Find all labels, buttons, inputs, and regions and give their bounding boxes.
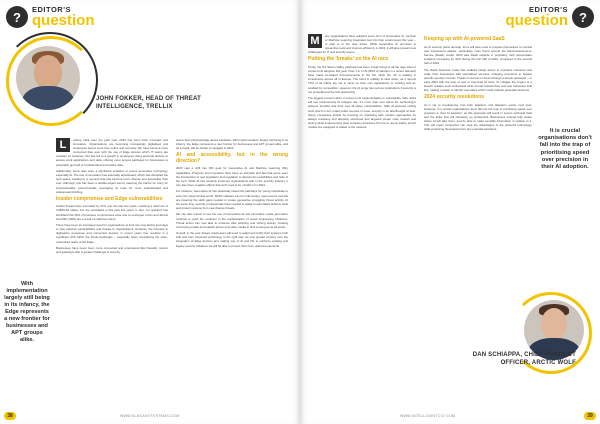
paragraph: The biggest concern when it comes to AI implementation is vulnerability risks. 2024 will see cybersecurity AI budgets rise. It's more than ever about the technology's defence benefits and their new AI-native vulnerabilities. With AI-powered coding tools which in turn make public sources of code, security is an afterthought at best. Savvy companies should be focusing on practising safe modern approaches by always reviewing and adopting structured and targeted proper code reviews and testing while implementing clear company-structures for how to use AI safely, and AI models are equipped or added to the network. bbox=[308, 96, 416, 129]
article-column-2 bbox=[424, 34, 532, 134]
author-byline: DAN SCHIAPPA, CHIEF PRODUCT OFFICER, ARCTIC WOLF bbox=[472, 352, 576, 366]
paragraph: teams than physical Edge device hardware. With implementation largely still being in its infancy, the Edge represents a new frontier for businesses and APT groups alike, and as a result, will be harder to navigate in 2024. bbox=[176, 138, 288, 151]
author-portrait bbox=[524, 300, 584, 360]
paragraph: 2023 saw a shift into fifth gear for Generative AI and Machine Learning (ML) capabilities. Progress and innovation have been so dramatic and fast that we've seen the introduction of new legislation and regulation to discuss the possibilities and risks of the tech. While AI has certainly improved organisations with in the security industry, it can also have negative effects that we'll need to be mindful of in 2024. bbox=[176, 166, 288, 187]
right-page bbox=[300, 0, 600, 424]
badge-bottom-text: question bbox=[505, 11, 568, 29]
footer-url: WWW.INTELLIGENTCIO.COM bbox=[400, 414, 456, 418]
pull-quote: With implementation largely still being in its infancy, the Edge represents a new frontier for businesses and APT groups alike. bbox=[4, 280, 50, 343]
editors-question-badge bbox=[506, 6, 595, 28]
section-heading: AI and accessibility, but in the wrong direction? bbox=[176, 152, 288, 164]
section-heading: 2024 security resolutions bbox=[424, 94, 485, 101]
footer-url: WWW.ELEGANTSYSTEMS.COM bbox=[120, 414, 180, 418]
paragraph: any organisations have adopted some form of Generative AI, via their or Machine Learning integrated tool into their environment this year – or plan to in the near future. While Generative AI promises to streamline tools and improve efficiency in 2024, it will also present new challenges for IT and security teams. bbox=[308, 34, 416, 55]
author-byline: JOHN FOKKER, HEAD OF THREAT INTELLIGENCE, TRELLIX bbox=[96, 96, 201, 110]
article-column-2 bbox=[176, 138, 288, 257]
dropcap: M bbox=[308, 34, 322, 48]
pull-quote: It is crucial organisations don't fall into the trap of prioritising speed over precision in their AI adoption. bbox=[538, 128, 592, 171]
paragraph: There have been an increased need for organisations to look into new tactics and ways to play external vulnerabilities and threats to organisations. However, the increase in digitisation processes and connected devices in recent years has resulted in a significant shift within the threat landscape – especially when considering the often-overlooked realm of the Edge. bbox=[56, 223, 168, 244]
page-number: 39 bbox=[584, 412, 596, 420]
paragraph: The RaaS business model has enabled cheap actors to monetise intrusions and scale their businesses with specialised services, charging premiums to bypass specific security controls. Thanks to access to these through a simple password – or easy 2024 with the help of new or improved AI tools. To mitigate the impact of a breach, leaders must understand what normal network flow, and user behaviour look like, making it easier to identify anomalies which could indicate potential intrusions. bbox=[424, 67, 532, 93]
paragraph: Additionally, we've also seen a significant evolution in recent generative technology, especially AI. The use of innovation has assuredly accelerated, which has disrupted the tech space, leading to a moment that has become more diverse and accessible than ever. Although, this has been a double-edged sword, lowering the barrier for entry for impressionable cybercriminals, leveraging AI tools for more sophisticated and widespread phishing. bbox=[56, 169, 168, 194]
paragraph: For instance, Generative AI has drastically raised the pathways for young individuals to enter the cybercriminal world. Whilst malware can be rudimentary, open-source tool-kits are lowering the skills gaps needed to create generative smuggling threat activity. At the same time, security professionals have needed to adapt to automated defence tools and protect systems from new diverse threats. bbox=[176, 189, 288, 210]
dropcap: L bbox=[56, 138, 70, 152]
page-number: 38 bbox=[4, 412, 16, 420]
badge-top-text: EDITOR'S bbox=[32, 5, 71, 15]
author-portrait bbox=[16, 46, 80, 110]
paragraph: Firstly, the US Silicon Valley playbook has been: break things is all the rage when it comes to AI adoption this year. Over 1 in 4 US (fifths of startups in a recent Harvard) have made AI-related announcements in the US, while the UK is leading in investments across all of Europe. The trend is unlikely to slow down, as it reports 74% of all CEOs are set to ramp up their own applications to existing and AI-enabled by competition. However, the AI surge has serious implications if security is not embedded at the first opportunity. bbox=[308, 65, 416, 94]
paragraph: Businesses have never been more connected and empowered like firewalls, routers and gateways offer a greater challenge to security. bbox=[56, 246, 168, 255]
question-mark-icon: ? bbox=[6, 6, 28, 28]
article-column-1 bbox=[308, 34, 416, 134]
badge-bottom-text: question bbox=[32, 11, 95, 29]
article-column-1 bbox=[56, 138, 168, 257]
paragraph: As AI security plans develop, firms will also need to prepare themselves to combat new AI-powered attacks, particularly ones found around the Ransomware-as-a-Service (RaaS) model. 2023 saw RaaS explode in popularity, with ransomware incidents increasing by 44% during the first half of 2023, compared to the second half of 2022. bbox=[424, 44, 532, 65]
paragraph: We can also expect to see the use of Generative AI and innovative media generation continue to push the evolution in the sophistication of social engineering initiatives. Threat actors can now able to enhance their phishing and vishing activity, creating convincing emails and realistic phone and video media to trick employees at all levels. bbox=[176, 212, 288, 229]
section-heading: Insider compromise and Edge vulnerabilities bbox=[56, 195, 163, 202]
badge-top-text: EDITOR'S bbox=[529, 5, 568, 15]
question-mark-icon: ? bbox=[572, 6, 594, 28]
paragraph: ooking back over the past year, 2023 has been both uncertain and innovative. Organisations are becoming increasingly digitalised and employees spend more time online and remotely. We have become more connected than ever with the use of Edge devices which IT teams are unaware of. However, this has led to a growth in employees using personal devices to access work applications and data, offering more access pathways for businesses to potentially get hold of confidential and sensitive data. bbox=[56, 138, 168, 167]
section-heading: Keeping up with AI-powered SaaS bbox=[424, 36, 505, 42]
paragraph: Insider threats have increased by 47% over the last two years, reaching a total loss of US$15.38 million. For the uninitiated in this past five years, in fact, our research has identified that 45% of business compromises arise due to employee errors and almost two-fifths (39%) are a result of malicious intent. bbox=[56, 204, 168, 221]
paragraph: AI is set to revolutionise how both attackers and attackers evolve next year. However, it is crucial organisations don't fall into the trap of prioritising speed over precision in their AI adoption, as this approach will result in severe technical debt and the kinks that will ultimately go undetected. Businesses instead fully aware where AI will take them, and be able to make sensible information in relation to it. This will mean companies can reap the advantages of the powerful technology, while protecting themselves from any potential accidents. bbox=[424, 102, 532, 132]
section-heading: Putting the 'breaks' on the AI race bbox=[308, 56, 389, 63]
article-columns bbox=[56, 138, 288, 257]
paragraph: Overall, in the year ahead, businesses will need to adapt and fortify their systems both with and from improved technology in the right way. As only greater scrutiny over the integration of Edge devices and making use of AI and ML to reinforce existing and legacy security initiatives we will be able to protect them from unknown elements. bbox=[176, 231, 288, 248]
article-columns bbox=[308, 34, 532, 134]
editors-question-badge bbox=[6, 6, 95, 28]
